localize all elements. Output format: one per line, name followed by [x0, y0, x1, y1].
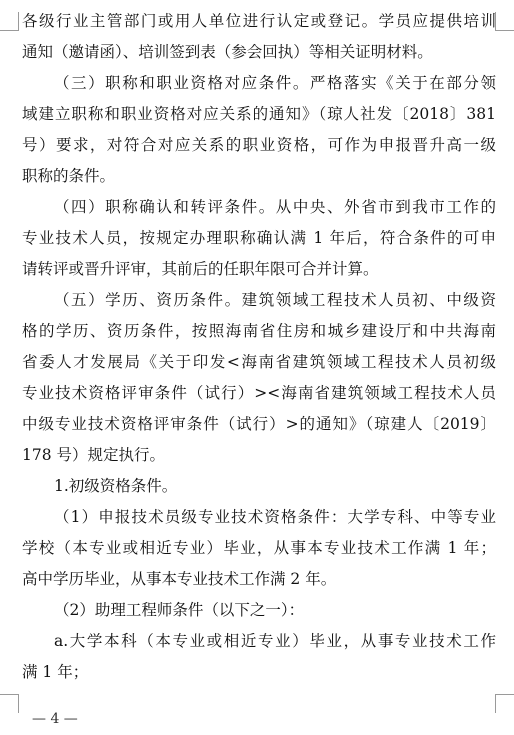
text-line: （四）职称确认和转评条件。从中央、外省市到我市工作的 — [54, 198, 496, 216]
text-line: （1）申报技术员级专业技术资格条件：大学专科、中等专业 — [54, 508, 496, 526]
crop-mark-top-right — [495, 12, 514, 31]
text-line: 1.初级资格条件。 — [54, 477, 178, 495]
text-line: （五）学历、资历条件。建筑领域工程技术人员初、中级资 — [54, 291, 496, 309]
text-line: 号）要求，对符合对应关系的职业资格，可作为申报晋升高一级 — [22, 136, 496, 154]
text-line: 域建立职称和职业资格对应关系的通知》（琼人社发〔2018〕381 — [22, 105, 496, 123]
text-line: 请转评或晋升评审，其前后的任职年限可合并计算。 — [22, 260, 379, 278]
text-line: 通知（邀请函）、培训签到表（参会回执）等相关证明材料。 — [22, 43, 433, 61]
text-line: 178 号）规定执行。 — [22, 446, 166, 464]
crop-mark-bottom-left — [0, 694, 19, 713]
text-line: 中级专业技术资格评审条件（试行）>的通知》（琼建人〔2019〕 — [22, 415, 496, 433]
document-body — [22, 6, 496, 688]
text-line: a.大学本科（本专业或相近专业）毕业，从事专业技术工作 — [54, 632, 496, 650]
text-line: 格的学历、资历条件，按照海南省住房和城乡建设厅和中共海南 — [22, 322, 496, 340]
text-line: 满 1 年； — [22, 663, 89, 681]
text-line: 高中学历毕业，从事本专业技术工作满 2 年。 — [22, 570, 337, 588]
crop-mark-top-left — [0, 12, 19, 31]
page-number: — 4 — — [32, 711, 78, 727]
text-line: 专业技术人员，按规定办理职称确认满 1 年后，符合条件的可申 — [22, 229, 496, 247]
text-line: （2）助理工程师条件（以下之一）： — [54, 601, 305, 619]
text-line: （三）职称和职业资格对应条件。严格落实《关于在部分领 — [54, 74, 496, 92]
text-line: 省委人才发展局《关于印发<海南省建筑领域工程技术人员初级 — [22, 353, 496, 371]
crop-mark-bottom-right — [495, 694, 514, 713]
text-line: 各级行业主管部门或用人单位进行认定或登记。学员应提供培训 — [22, 12, 496, 30]
text-line: 学校（本专业或相近专业）毕业，从事本专业技术工作满 1 年； — [22, 539, 496, 557]
text-line: 专业技术资格评审条件（试行）><海南省建筑领域工程技术人员 — [22, 384, 496, 402]
text-line: 职称的条件。 — [22, 167, 116, 185]
